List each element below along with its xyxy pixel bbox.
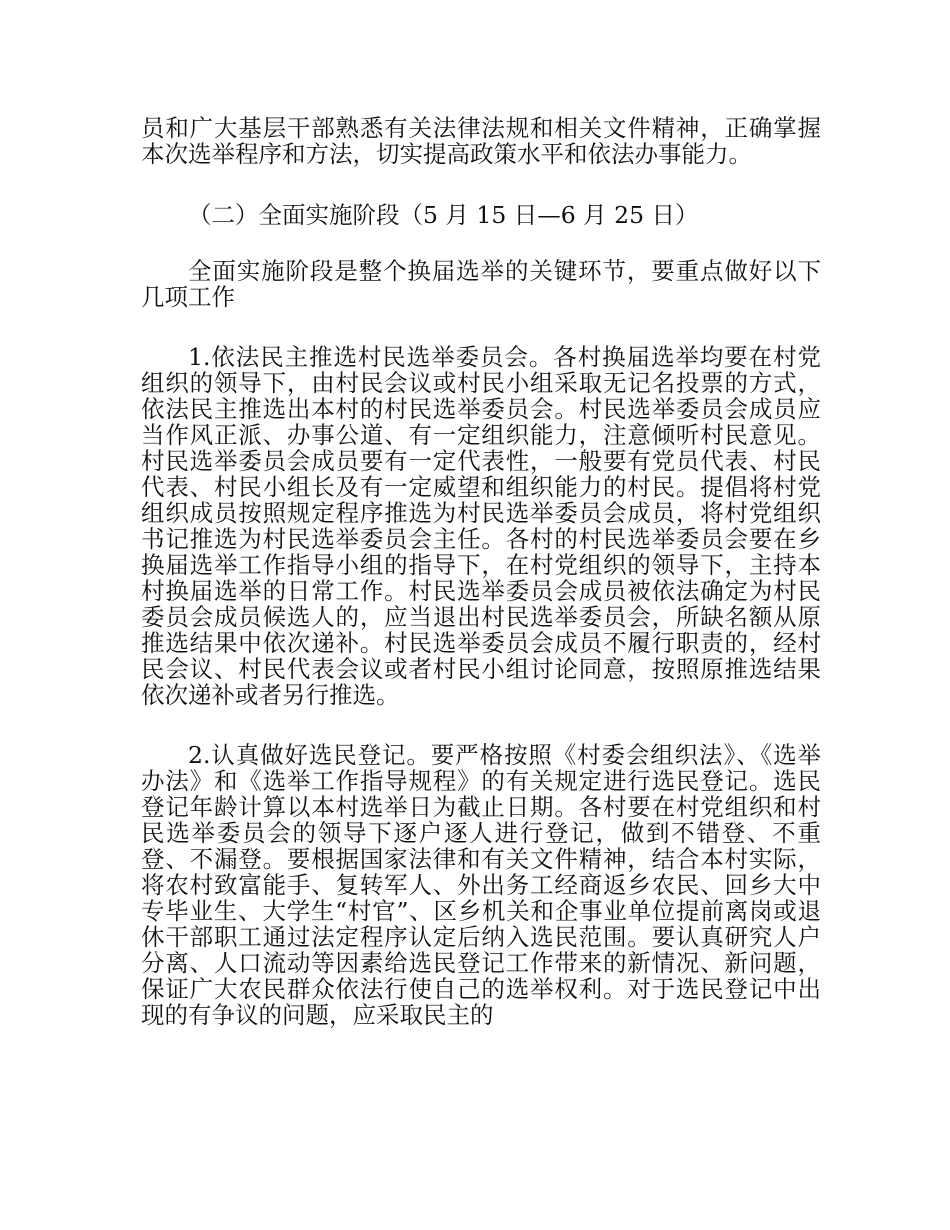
section-heading-stage-two: （二）全面实施阶段（5 月 15 日—6 月 25 日） [188,201,699,229]
paragraph-item-2: 2.认真做好选民登记。要严格按照《村委会组织法》、《选举办法》和《选举工作指导规程》的有关规定进行选民登记。选民登记年龄计算以本村选举日为截止日期。各村要在村党组织和村民选举委员会的领导下逐户逐人进行登记，做到不错登、不重登、不漏登。要根据国家法律和有关文件精神，结合本村实际，将农村致富能手、复转军人、外出务工经商返乡农民、回乡大中专毕业生、大学生“村官”、区乡机关和企事业单位提前离岗或退休干部职工通过法定程序认定后纳入选民范围。要认真研究人户分离、人口流动等因素给选民登记工作带来的新情况、新问题，保证广大农民群众依法行使自己的选举权利。对于选民登记中出现的有争议的问题，应采取民主的 [141,741,821,1029]
paragraph-intro-tail: 员和广大基层干部熟悉有关法律法规和相关文件精神，正确掌握本次选举程序和方法，切实提高政策水平和依法办事能力。 [141,114,821,168]
paragraph-item-1: 1.依法民主推选村民选举委员会。各村换届选举均要在村党组织的领导下，由村民会议或村民小组采取无记名投票的方式，依法民主推选出本村的村民选举委员会。村民选举委员会成员应当作风正派、办事公道、有一定组织能力，注意倾听村民意见。村民选举委员会成员要有一定代表性，一般要有党员代表、村民代表、村民小组长及有一定威望和组织能力的村民。提倡将村党组织成员按照规定程序推选为村民选举委员会成员，将村党组织书记推选为村民选举委员会主任。各村的村民选举委员会要在乡换届选举工作指导小组的指导下，在村党组织的领导下，主持本村换届选举的日常工作。村民选举委员会成员被依法确定为村民委员会成员候选人的，应当退出村民选举委员会，所缺名额从原推选结果中依次递补。村民选举委员会成员不履行职责的，经村民会议、村民代表会议或者村民小组讨论同意，按照原推选结果依次递补或者另行推选。 [141,343,821,709]
paragraph-stage-intro: 全面实施阶段是整个换届选举的关键环节，要重点做好以下几项工作 [141,257,821,311]
